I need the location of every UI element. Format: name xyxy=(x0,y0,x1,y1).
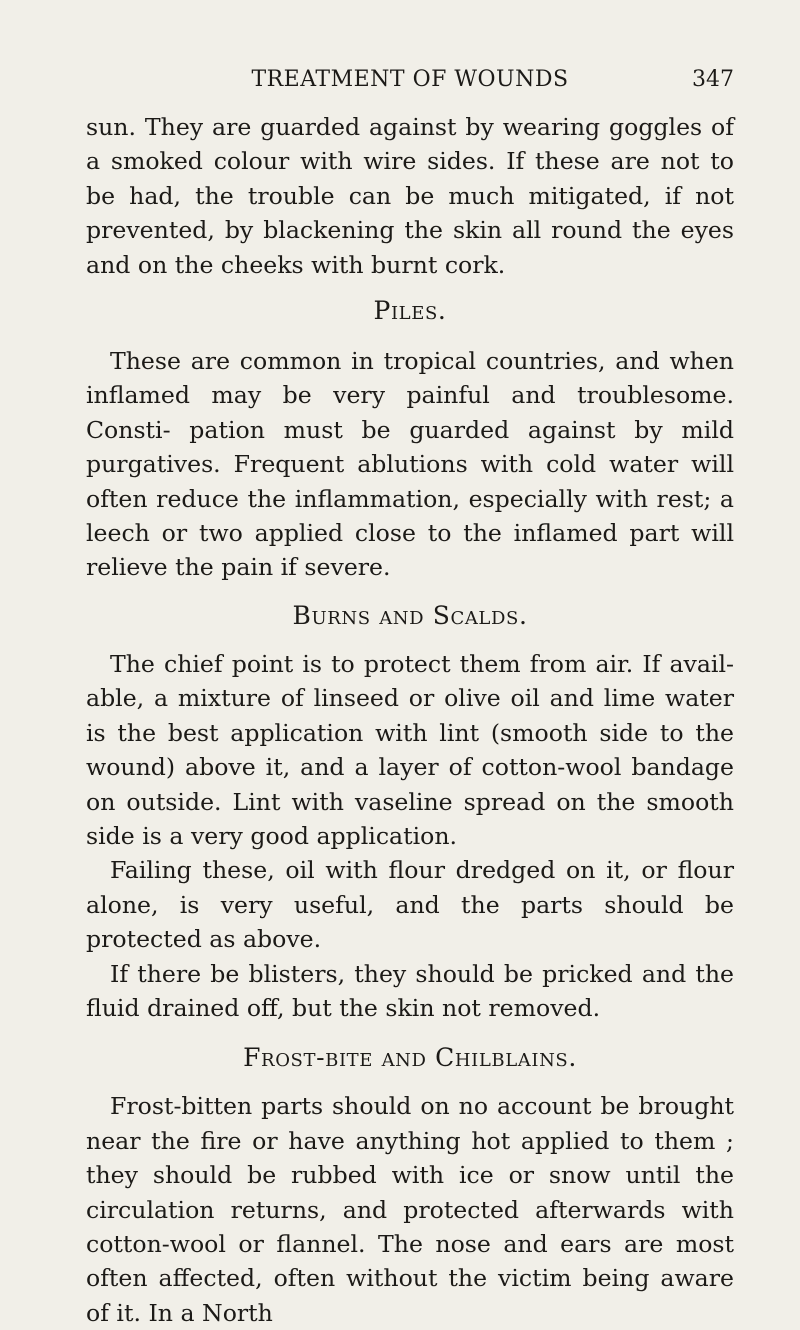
running-head xyxy=(86,62,734,98)
section-heading-piles: Piles. xyxy=(373,296,447,326)
paragraph-burns-protection: The chief point is to protect them from air. If avail- able, a mixture of linseed or olive oil and lime water is the best application with lint (smooth side to the wound) above it, and a layer of cotton-wool bandage on outside. Lint with vaseline spread on the smooth side is a very good application. xyxy=(86,649,734,850)
paragraph-burns-flour: Failing these, oil with flour dredged on it, or flour alone, is very useful, and the parts should be protected as above. xyxy=(86,856,734,954)
section-heading-burns-and-scalds: Burns and Scalds. xyxy=(292,600,528,630)
page-number: 347 xyxy=(692,67,734,92)
section-heading-frost-bite: Frost-bite and Chilblains. xyxy=(243,1043,577,1073)
running-title: TREATMENT OF WOUNDS xyxy=(251,67,569,92)
paragraph-sun-goggles: sun. They are guarded against by wearing goggles of a smoked colour with wire sides. If these are not to be had, the trouble can be much mitigated, if not prevented, by blackening the skin all round the eyes and on the cheeks with burnt cork. xyxy=(86,113,734,279)
paragraph-frost-bite: Frost-bitten parts should on no account be brought near the fire or have anything hot applied to them ; they should be rubbed with ice or snow until the circulation returns, and protected afterwards with cotton-wool or flannel. The nose and ears are most often affected, often without the victim being aware of it. In a North xyxy=(86,1092,734,1327)
paragraph-piles: These are common in tropical countries, and when inflamed may be very painful and troublesome. Consti- pation must be guarded against by mild purgatives. Frequent ablutions with cold water will often reduce the inflammation, especially with rest; a leech or two applied close to the inflamed part will relieve the pain if severe. xyxy=(86,347,734,582)
body-text xyxy=(86,110,734,1330)
paragraph-burns-blisters: If there be blisters, they should be pricked and the fluid drained off, but the skin not removed. xyxy=(86,959,734,1022)
